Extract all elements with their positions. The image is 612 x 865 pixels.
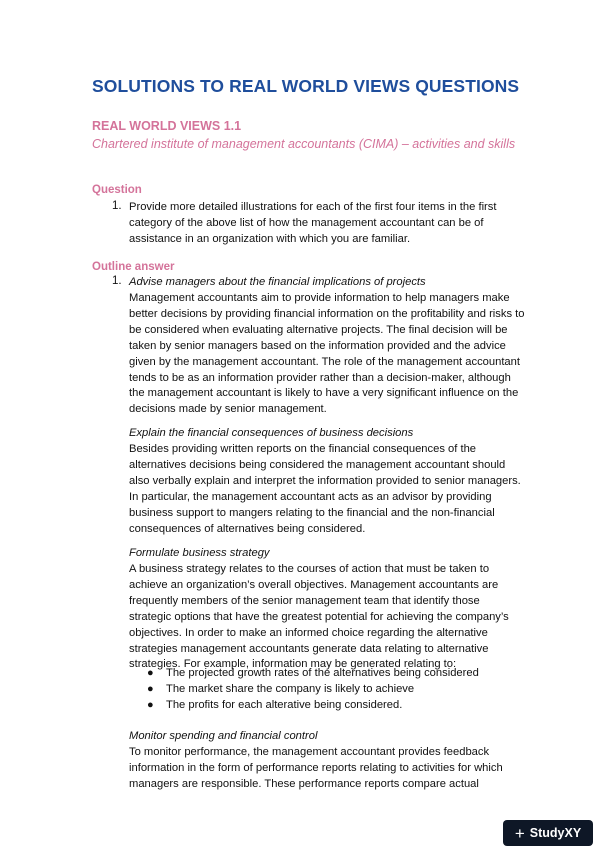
list-item-text: The market share the company is likely to achieve [166, 682, 415, 695]
answer-item-title: Monitor spending and financial control [129, 730, 318, 742]
section-heading: REAL WORLD VIEWS 1.1 [92, 119, 242, 133]
answer-item-body: Management accountants aim to provide information to help managers make better decisions by providing financial information on the profitability and risks to be considered when evaluating alternative projects. The final decision will be taken by senior managers based on the information provided and the advice given by the management accountant. The role of the management accountant tends to be as an information provider rather than a decision-maker, although the management accountant is likely to have a very significant influence on the decisions made by senior management. [129, 292, 525, 416]
plus-icon: + [514, 823, 525, 843]
question-text: Provide more detailed illustrations for each of the first four items in the first category of the above list of how the management accountant can be of assistance in an organization with which you are familiar. [129, 201, 497, 245]
list-item-text: The projected growth rates of the alternatives being considered [166, 667, 479, 679]
answer-item-title: Explain the financial consequences of business decisions [129, 427, 414, 439]
bullet-icon: ● [147, 698, 154, 711]
section-subtitle: Chartered institute of management accountants (CIMA) – activities and skills [92, 137, 516, 151]
question-number: 1. [112, 200, 122, 212]
answer-item-body: Besides providing written reports on the financial consequences of the alternatives decisions being considered the management accountant should also verbally explain and interpret the information provided to senior managers. In particular, the management accountant acts as an advisor by providing business support to mangers relating to the financial and the non-financial consequences of alternatives being considered. [129, 443, 521, 535]
answer-item-title: Advise managers about the financial implications of projects [129, 276, 426, 288]
answer-label: Outline answer [92, 261, 175, 273]
list-item [129, 666, 529, 682]
answer-item-body: To monitor performance, the management accountant provides feedback information in the form of performance reports relating to activities for which managers are responsible. These performance reports compare actual [129, 746, 503, 790]
list-item [129, 698, 529, 714]
question-label: Question [92, 184, 142, 196]
bullet-icon: ● [147, 667, 154, 679]
studyxy-badge[interactable] [503, 820, 593, 846]
badge-label: StudyXY [529, 826, 582, 840]
bullet-list [129, 666, 529, 714]
answer-item-body: A business strategy relates to the courses of action that must be taken to achieve an organization’s overall objectives. Management accountants are frequently members of the senior management team that identify those strategic options that have the greatest potential for achieving the company’s objectives. In order to make an informed choice regarding the alternative strategies management accountants generate data relating to alternative strategies. For example, information may be generated relating to: [129, 563, 509, 671]
list-item-text: The profits for each alterative being considered. [166, 698, 403, 711]
answer-number: 1. [112, 275, 122, 287]
list-item [129, 682, 529, 698]
answer-item-title: Formulate business strategy [129, 547, 270, 559]
page-title: SOLUTIONS TO REAL WORLD VIEWS QUESTIONS [92, 76, 520, 96]
bullet-icon: ● [147, 682, 154, 695]
